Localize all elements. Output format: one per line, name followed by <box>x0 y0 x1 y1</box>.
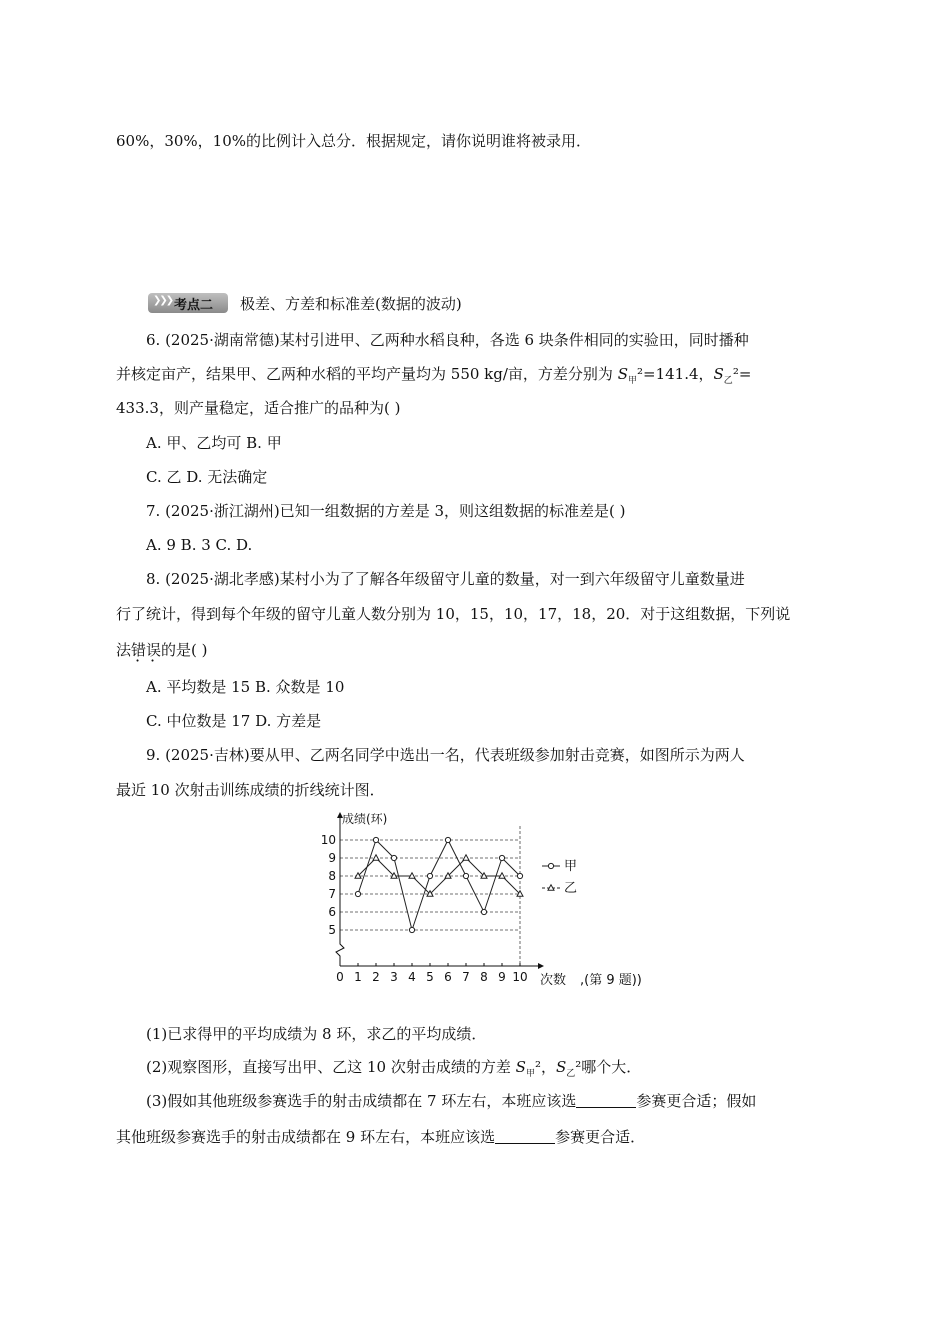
q9-line2: 最近 10 次射击训练成绩的折线统计图． <box>116 781 385 799</box>
q8-line3-post: 的是( ) <box>161 641 208 659</box>
q8-line3-pre: 法 <box>116 641 132 659</box>
s-yi-symbol: S <box>713 365 724 383</box>
eq-yi: ²= <box>732 365 752 383</box>
legend-label-jia: 甲 <box>564 859 578 874</box>
q9-sub3-line1 <box>146 1091 756 1111</box>
sub-jia-2: 甲 <box>525 1069 535 1079</box>
y-tick-label: 8 <box>328 869 336 883</box>
y-tick-label: 5 <box>328 923 336 937</box>
x-tick-label: 9 <box>498 970 506 984</box>
s-jia-symbol-2: S <box>515 1058 526 1076</box>
x-tick-label: 7 <box>462 970 470 984</box>
point-jia <box>517 873 522 878</box>
x-tick-label: 6 <box>444 970 452 984</box>
q6-line3: 433.3，则产量稳定，适合推广的品种为( ) <box>116 399 401 417</box>
point-jia <box>427 873 432 878</box>
q9-sub3-line2 <box>116 1127 645 1147</box>
legend-label-yi: 乙 <box>564 881 578 896</box>
section-badge <box>148 293 228 313</box>
y-axis-label: 成绩(环) <box>342 812 388 826</box>
point-jia <box>409 927 414 932</box>
q8-line1: 8. (2025·湖北孝感)某村小为了了解各年级留守儿童的数量，对一到六年级留守儿童数量进 <box>146 570 745 588</box>
y-tick-label: 10 <box>320 833 336 847</box>
q9-sub2-post: ²哪个大． <box>575 1058 642 1076</box>
sub-yi: 乙 <box>723 376 733 386</box>
q8-options-cd: C. 中位数是 17 D. 方差是 <box>146 712 322 730</box>
point-jia <box>373 837 378 842</box>
q9-sub2 <box>146 1057 641 1084</box>
q6-line1: 6. (2025·湖南常德)某村引进甲、乙两种水稻良种，各选 6 块条件相同的实验田，同时播种 <box>146 331 749 349</box>
q8-line3 <box>116 640 208 660</box>
q8-line2: 行了统计，得到每个年级的留守儿童人数分别为 10，15，10，17，18，20．对于这组数据，下列说 <box>116 605 791 623</box>
q6-line2 <box>116 364 751 391</box>
double-chevron-icon: ❯❯❯ <box>153 295 173 306</box>
point-jia <box>499 855 504 860</box>
q9-sub3-d: 参赛更合适． <box>555 1128 646 1146</box>
emphasis-char-2: 误 <box>146 641 162 659</box>
q9-sub2-mid: ²， <box>534 1058 556 1076</box>
point-jia <box>355 891 360 896</box>
q6-options-cd: C. 乙 D. 无法确定 <box>146 468 268 486</box>
x-tick-label: 0 <box>336 970 344 984</box>
s-jia-symbol: S <box>617 365 628 383</box>
q9-sub2-pre: (2)观察图形，直接写出甲、乙这 10 次射击成绩的方差 <box>146 1058 516 1076</box>
y-tick-label: 6 <box>328 905 336 919</box>
q8-options-ab: A. 平均数是 15 B. 众数是 10 <box>146 678 345 696</box>
q6-line2-text: 并核定亩产，结果甲、乙两种水稻的平均产量均为 550 kg/亩，方差分别为 <box>116 365 618 383</box>
q7-line1: 7. (2025·浙江湖州)已知一组数据的方差是 3，则这组数据的标准差是( ) <box>146 502 626 520</box>
eq-jia: ²=141.4， <box>636 365 714 383</box>
q9-sub3-a: (3)假如其他班级参赛选手的射击成绩都在 7 环左右，本班应该选 <box>146 1092 577 1110</box>
x-tick-label: 4 <box>408 970 416 984</box>
x-axis-arrow <box>538 963 544 969</box>
x-tick-label: 1 <box>354 970 362 984</box>
y-tick-label: 7 <box>328 887 336 901</box>
legend-marker-jia <box>548 863 553 868</box>
line-chart <box>318 806 678 991</box>
x-tick-label: 8 <box>480 970 488 984</box>
emphasis-char-1: 错 <box>131 641 147 659</box>
answer-blank-2[interactable] <box>495 1129 555 1144</box>
x-tick-label: 2 <box>372 970 380 984</box>
q6-options-ab: A. 甲、乙均可 B. 甲 <box>146 434 282 452</box>
answer-blank-1[interactable] <box>576 1093 636 1108</box>
q9-line1: 9. (2025·吉林)要从甲、乙两名同学中选出一名，代表班级参加射击竞赛，如图所示为两人 <box>146 746 745 764</box>
point-yi <box>463 855 469 860</box>
q9-sub1: (1)已求得甲的平均成绩为 8 环，求乙的平均成绩． <box>146 1025 487 1043</box>
q9-sub3-c: 其他班级参赛选手的射击成绩都在 9 环左右，本班应该选 <box>116 1128 496 1146</box>
point-yi <box>373 855 379 860</box>
x-tick-label: 5 <box>426 970 434 984</box>
y-tick-label: 9 <box>328 851 336 865</box>
sub-yi-2: 乙 <box>566 1069 576 1079</box>
top-line: 60%，30%，10%的比例计入总分．根据规定，请你说明谁将被录用． <box>116 132 592 150</box>
point-jia <box>463 873 468 878</box>
point-jia <box>391 855 396 860</box>
s-yi-symbol-2: S <box>555 1058 567 1076</box>
x-tick-label: 10 <box>512 970 528 984</box>
figure-caption: ,(第 9 题)) <box>580 973 642 988</box>
q9-sub3-b: 参赛更合适；假如 <box>636 1092 757 1110</box>
x-tick-label: 3 <box>390 970 398 984</box>
q7-options: A. 9 B. 3 C. D. <box>146 536 253 554</box>
x-axis-label: 次数 <box>540 973 567 988</box>
point-jia <box>445 837 450 842</box>
point-jia <box>481 909 486 914</box>
section-title: 极差、方差和标准差(数据的波动) <box>240 295 462 313</box>
sub-jia: 甲 <box>627 376 637 386</box>
section-badge-label: 考点二 <box>174 298 214 313</box>
